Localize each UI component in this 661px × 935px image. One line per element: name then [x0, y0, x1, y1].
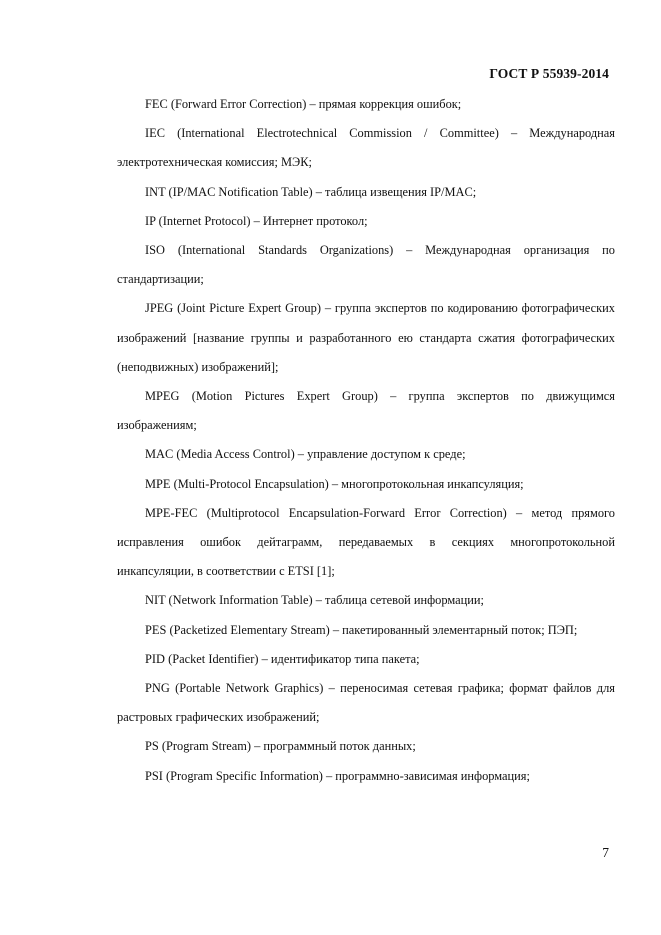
- abbreviation-entry-mpe-fec: MPE-FEC (Multiprotocol Encapsulation-Forward Error Correction) – метод прямого исправления ошибок дейтаграмм, передаваемых в секциях многопротокольной инкапсуляции, в соответствии с ETSI [1];: [117, 505, 615, 579]
- abbreviation-entry-ip: IP (Internet Protocol) – Интернет протокол;: [145, 213, 368, 228]
- abbreviation-entry-int: INT (IP/MAC Notification Table) – таблица извещения IP/MAC;: [145, 184, 477, 199]
- abbreviation-entry-pes: PES (Packetized Elementary Stream) – пакетированный элементарный поток; ПЭП;: [145, 622, 578, 637]
- abbreviation-entry-iec: IEC (International Electrotechnical Commission / Committee) – Международная электротехническая комиссия; МЭК;: [117, 126, 615, 170]
- abbreviation-entry-mpeg: MPEG (Motion Pictures Expert Group) – группа экспертов по движущимся изображениям;: [117, 389, 615, 433]
- document-code-header: ГОСТ Р 55939-2014: [489, 66, 609, 81]
- abbreviation-entry-mpe: MPE (Multi-Protocol Encapsulation) – многопротокольная инкапсуляция;: [145, 476, 524, 491]
- abbreviation-entry-jpeg: JPEG (Joint Picture Expert Group) – группа экспертов по кодированию фотографических изображений [название группы и разработанного ею стандарта сжатия фотографических (неподвижных) изображений];: [117, 301, 615, 374]
- abbreviation-entry-nit: NIT (Network Information Table) – таблица сетевой информации;: [145, 593, 484, 608]
- abbreviation-entry-fec: FEC (Forward Error Correction) – прямая коррекция ошибок;: [145, 97, 462, 111]
- abbreviation-entry-png: PNG (Portable Network Graphics) – переносимая сетевая графика; формат файлов для растровых графических изображений;: [117, 681, 615, 725]
- abbreviation-entry-iso: ISO (International Standards Organizations) – Международная организация по стандартизации;: [117, 243, 615, 287]
- page-number: 7: [602, 845, 609, 860]
- abbreviation-entry-ps: PS (Program Stream) – программный поток данных;: [145, 739, 416, 754]
- abbreviations-list: [117, 90, 615, 791]
- abbreviation-entry-pid: PID (Packet Identifier) – идентификатор типа пакета;: [145, 651, 420, 666]
- abbreviation-entry-mac: MAC (Media Access Control) – управление доступом к среде;: [145, 447, 466, 462]
- abbreviation-entry-psi: PSI (Program Specific Information) – программно-зависимая информация;: [145, 768, 530, 783]
